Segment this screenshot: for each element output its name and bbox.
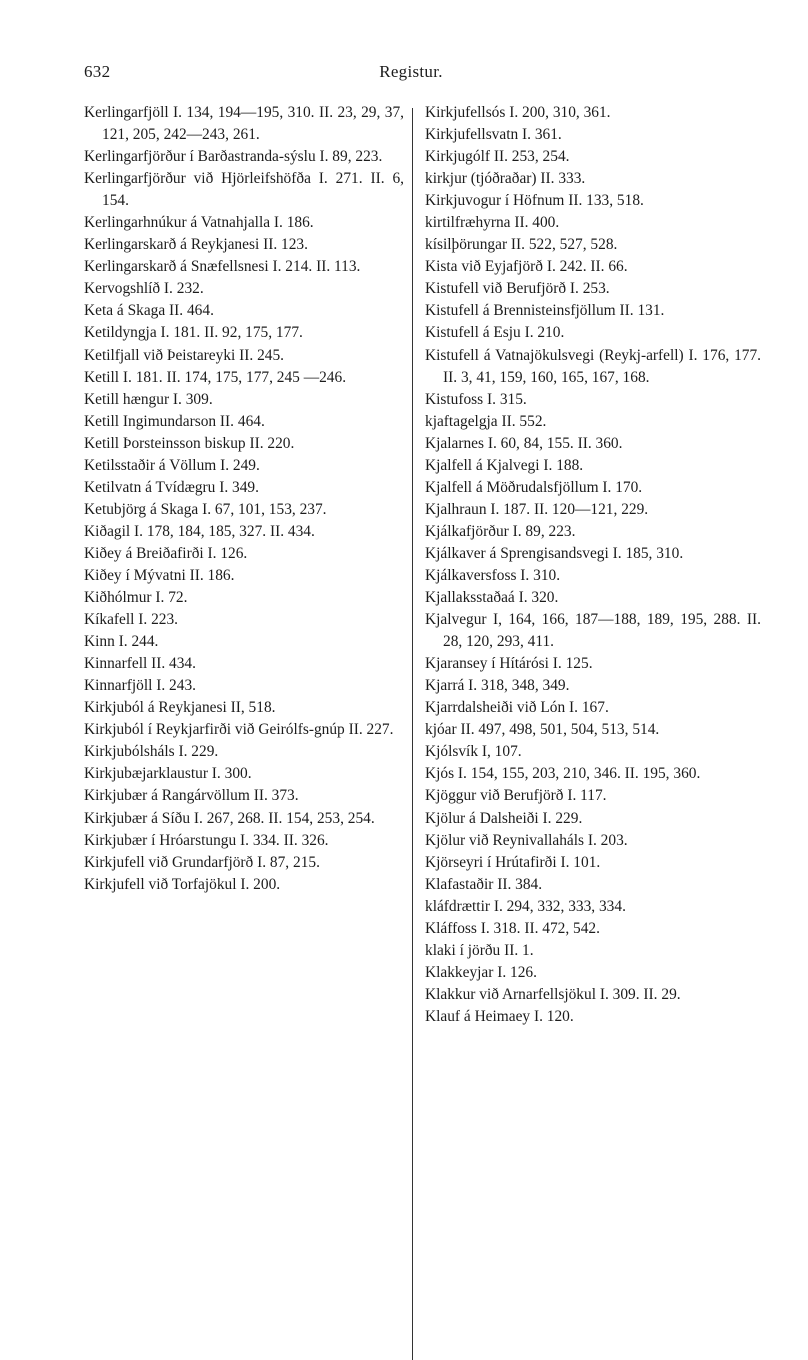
index-entry: Kirkjufellsvatn I. 361.	[425, 126, 562, 144]
index-entry: Kjörseyri í Hrútafirði I. 101.	[425, 853, 601, 871]
index-entry: Kirkjuból á Reykjanesi II, 518.	[84, 699, 276, 717]
index-entry: Kistufell á Esju I. 210.	[425, 324, 565, 342]
index-entry: Ketilsstaðir á Völlum I. 249.	[84, 456, 260, 474]
index-entry: Ketildyngja I. 181. II. 92, 175, 177.	[84, 324, 303, 342]
index-entry: Klafastaðir II. 384.	[425, 875, 543, 893]
running-title: Registur.	[379, 62, 443, 81]
index-entry: Ketilvatn á Tvídægru I. 349.	[84, 478, 259, 496]
index-entry: Kjalhraun I. 187. II. 120—121, 229.	[425, 500, 649, 518]
index-entry: Kistufell við Berufjörð I. 253.	[425, 280, 610, 298]
index-entry: Kjalvegur I, 164, 166, 187—188, 189, 195, 288. II. 28, 120, 293, 411.	[425, 611, 761, 651]
index-entry: Kiðey í Mývatni II. 186.	[84, 566, 235, 584]
index-entry: Kirkjufell við Torfajökul I. 200.	[84, 875, 281, 893]
index-entry: Kirkjuból í Reykjarfirði við Geirólfs-gnúp II. 227.	[84, 721, 394, 739]
index-entry: Kiðey á Breiðafirði I. 126.	[84, 544, 248, 562]
index-entry: kláfdrættir I. 294, 332, 333, 334.	[425, 897, 626, 915]
index-entry: Kista við Eyjafjörð I. 242. II. 66.	[425, 258, 628, 276]
column-divider	[412, 108, 413, 1360]
index-entry: Kistufell á Brennisteinsfjöllum II. 131.	[425, 302, 665, 320]
index-entry: Kjós I. 154, 155, 203, 210, 346. II. 195, 360.	[425, 765, 701, 783]
index-entry: kirkjur (tjóðraðar) II. 333.	[425, 170, 586, 188]
index-entry: Kjalfell á Möðrudalsfjöllum I. 170.	[425, 478, 643, 496]
index-entry: Kjallaksstaðaá I. 320.	[425, 589, 559, 607]
index-entry: Kjálkaver á Sprengisandsvegi I. 185, 310.	[425, 544, 684, 562]
index-entry: kjóar II. 497, 498, 501, 504, 513, 514.	[425, 721, 660, 739]
index-entry: Kíkafell I. 223.	[84, 611, 179, 629]
index-entry: Kerlingarfjöll I. 134, 194—195, 310. II. 23, 29, 37, 121, 205, 242—243, 261.	[84, 104, 404, 144]
index-entry: Kjólsvík I, 107.	[425, 743, 522, 761]
index-entry: kirtilfræhyrna II. 400.	[425, 214, 560, 232]
page-header	[84, 62, 738, 88]
index-entry: Kjálkafjörður I. 89, 223.	[425, 522, 576, 540]
index-entry: Kirkjubær á Rangárvöllum II. 373.	[84, 787, 299, 805]
index-entry: Ketill I. 181. II. 174, 175, 177, 245 —246.	[84, 368, 347, 386]
index-entry: Klauf á Heimaey I. 120.	[425, 1007, 574, 1025]
index-entry: Kjálkaversfoss I. 310.	[425, 566, 561, 584]
index-entry: Kerlingarhnúkur á Vatnahjalla I. 186.	[84, 214, 314, 232]
index-entry: Kjalfell á Kjalvegi I. 188.	[425, 456, 584, 474]
index-entry: Ketilfjall við Þeistareyki II. 245.	[84, 346, 285, 364]
index-entry: Kistufoss I. 315.	[425, 390, 527, 408]
index-entry: Kerlingarfjörður við Hjörleifshöfða I. 271. II. 6, 154.	[84, 170, 404, 210]
index-entry: Ketill Þorsteinsson biskup II. 220.	[84, 434, 295, 452]
index-entry: Kerlingarfjörður í Barðastranda-sýslu I. 89, 223.	[84, 148, 383, 166]
index-entry: Ketill hængur I. 309.	[84, 390, 213, 408]
index-entry: Kiðagil I. 178, 184, 185, 327. II. 434.	[84, 522, 315, 540]
index-entry: Kiðhólmur I. 72.	[84, 589, 188, 607]
index-entry: Kerlingarskarð á Reykjanesi II. 123.	[84, 236, 308, 254]
index-entry: Kláffoss I. 318. II. 472, 542.	[425, 919, 600, 937]
index-entry: Kjarrá I. 318, 348, 349.	[425, 677, 570, 695]
index-entry: Kirkjubólsháls I. 229.	[84, 743, 219, 761]
index-entry: kísilþörungar II. 522, 527, 528.	[425, 236, 618, 254]
index-entry: Klakkur við Arnarfellsjökul I. 309. II. 29.	[425, 985, 681, 1003]
index-entry: Kjölur við Reynivallaháls I. 203.	[425, 831, 628, 849]
index-entry: kjaftagelgja II. 552.	[425, 412, 547, 430]
index-entry: Kirkjubær í Hróarstungu I. 334. II. 326.	[84, 831, 329, 849]
index-entry: Ketill Ingimundarson II. 464.	[84, 412, 265, 430]
index-entry: Kjarrdalsheiði við Lón I. 167.	[425, 699, 609, 717]
index-entry: Kirkjufellsós I. 200, 310, 361.	[425, 104, 611, 121]
index-entry: Kinn I. 244.	[84, 633, 159, 651]
index-entry: Kjaransey í Hítárósi I. 125.	[425, 655, 593, 673]
index-entry: Kinnarfell II. 434.	[84, 655, 196, 673]
index-entry: Kirkjufell við Grundarfjörð I. 87, 215.	[84, 853, 320, 871]
index-entry: Kirkjubær á Síðu I. 267, 268. II. 154, 253, 254.	[84, 809, 375, 827]
index-entry: Kinnarfjöll I. 243.	[84, 677, 196, 695]
index-entry: Kirkjubæjarklaustur I. 300.	[84, 765, 252, 783]
index-entry: Kervogshlíð I. 232.	[84, 280, 204, 298]
index-entry: Keta á Skaga II. 464.	[84, 302, 214, 320]
index-entry: Kistufell á Vatnajökulsvegi (Reykj-arfell) I. 176, 177. II. 3, 41, 159, 160, 165, 167, 168.	[425, 346, 761, 386]
index-column-left	[84, 102, 404, 896]
index-entry: Kirkjugólf II. 253, 254.	[425, 148, 570, 166]
index-entry: Ketubjörg á Skaga I. 67, 101, 153, 237.	[84, 500, 327, 518]
index-entry: Kjölur á Dalsheiði I. 229.	[425, 809, 583, 827]
index-entry: Klakkeyjar I. 126.	[425, 963, 537, 981]
index-entry: Kjalarnes I. 60, 84, 155. II. 360.	[425, 434, 623, 452]
index-entry: Kirkjuvogur í Höfnum II. 133, 518.	[425, 192, 644, 210]
index-entry: klaki í jörðu II. 1.	[425, 941, 534, 959]
index-column-right	[425, 102, 761, 1028]
index-entry: Kerlingarskarð á Snæfellsnesi I. 214. II. 113.	[84, 258, 361, 276]
index-entry: Kjöggur við Berufjörð I. 117.	[425, 787, 607, 805]
page-number: 632	[84, 62, 111, 81]
